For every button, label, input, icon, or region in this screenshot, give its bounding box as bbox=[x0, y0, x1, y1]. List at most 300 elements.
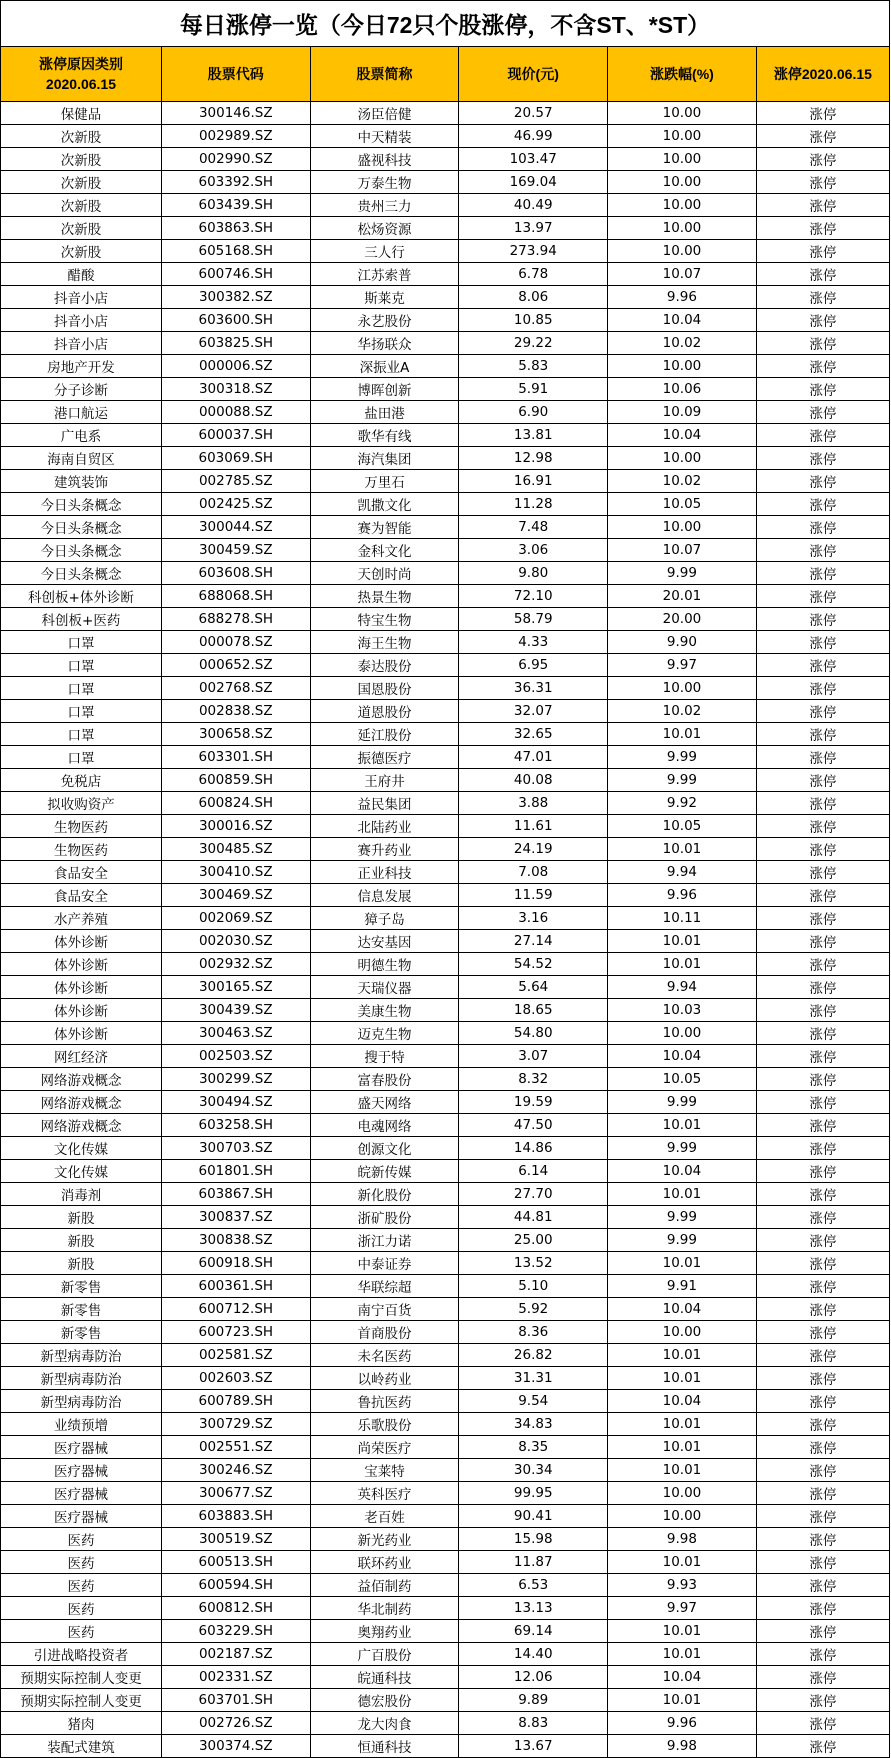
cell-stock-code: 000006.SZ bbox=[161, 355, 310, 378]
cell-change-percent: 10.04 bbox=[608, 1160, 757, 1183]
cell-change-percent: 9.96 bbox=[608, 1712, 757, 1735]
cell-reason-category: 广电系 bbox=[1, 424, 162, 447]
cell-price: 6.53 bbox=[459, 1574, 608, 1597]
cell-change-percent: 9.90 bbox=[608, 631, 757, 654]
table-row bbox=[1, 516, 890, 539]
cell-limit-up-status: 涨停 bbox=[756, 263, 889, 286]
cell-reason-category: 抖音小店 bbox=[1, 309, 162, 332]
cell-stock-code: 603867.SH bbox=[161, 1183, 310, 1206]
cell-limit-up-status: 涨停 bbox=[756, 1022, 889, 1045]
cell-reason-category: 抖音小店 bbox=[1, 332, 162, 355]
table-row bbox=[1, 631, 890, 654]
cell-change-percent: 10.04 bbox=[608, 424, 757, 447]
cell-stock-code: 600746.SH bbox=[161, 263, 310, 286]
cell-stock-name: 恒通科技 bbox=[310, 1735, 459, 1758]
table-row bbox=[1, 470, 890, 493]
cell-change-percent: 10.07 bbox=[608, 263, 757, 286]
cell-reason-category: 建筑装饰 bbox=[1, 470, 162, 493]
cell-change-percent: 10.01 bbox=[608, 1643, 757, 1666]
table-row bbox=[1, 194, 890, 217]
cell-change-percent: 9.99 bbox=[608, 1229, 757, 1252]
cell-price: 20.57 bbox=[459, 102, 608, 125]
cell-stock-name: 浙矿股份 bbox=[310, 1206, 459, 1229]
cell-stock-code: 600361.SH bbox=[161, 1275, 310, 1298]
table-row bbox=[1, 1298, 890, 1321]
cell-stock-code: 002187.SZ bbox=[161, 1643, 310, 1666]
cell-limit-up-status: 涨停 bbox=[756, 1091, 889, 1114]
cell-change-percent: 9.96 bbox=[608, 286, 757, 309]
cell-stock-code: 300318.SZ bbox=[161, 378, 310, 401]
cell-stock-name: 赛升药业 bbox=[310, 838, 459, 861]
cell-change-percent: 9.99 bbox=[608, 562, 757, 585]
table-row bbox=[1, 608, 890, 631]
table-row bbox=[1, 102, 890, 125]
table-row bbox=[1, 1344, 890, 1367]
cell-stock-name: 首商股份 bbox=[310, 1321, 459, 1344]
cell-stock-code: 605168.SH bbox=[161, 240, 310, 263]
cell-price: 58.79 bbox=[459, 608, 608, 631]
cell-reason-category: 猪肉 bbox=[1, 1712, 162, 1735]
table-row bbox=[1, 1574, 890, 1597]
cell-price: 30.34 bbox=[459, 1459, 608, 1482]
table-row bbox=[1, 838, 890, 861]
cell-stock-name: 汤臣倍健 bbox=[310, 102, 459, 125]
cell-reason-category: 新零售 bbox=[1, 1298, 162, 1321]
cell-price: 8.36 bbox=[459, 1321, 608, 1344]
table-row bbox=[1, 1482, 890, 1505]
header-row bbox=[1, 47, 890, 102]
cell-reason-category: 文化传媒 bbox=[1, 1160, 162, 1183]
cell-stock-code: 300374.SZ bbox=[161, 1735, 310, 1758]
cell-stock-code: 300165.SZ bbox=[161, 976, 310, 999]
cell-limit-up-status: 涨停 bbox=[756, 447, 889, 470]
cell-reason-category: 醋酸 bbox=[1, 263, 162, 286]
cell-reason-category: 体外诊断 bbox=[1, 999, 162, 1022]
cell-change-percent: 9.99 bbox=[608, 746, 757, 769]
cell-stock-name: 信息发展 bbox=[310, 884, 459, 907]
cell-stock-name: 以岭药业 bbox=[310, 1367, 459, 1390]
cell-stock-code: 603392.SH bbox=[161, 171, 310, 194]
cell-limit-up-status: 涨停 bbox=[756, 493, 889, 516]
cell-stock-name: 英科医疗 bbox=[310, 1482, 459, 1505]
cell-stock-code: 600037.SH bbox=[161, 424, 310, 447]
cell-reason-category: 食品安全 bbox=[1, 884, 162, 907]
cell-limit-up-status: 涨停 bbox=[756, 1459, 889, 1482]
table-row bbox=[1, 1275, 890, 1298]
cell-reason-category: 抖音小店 bbox=[1, 286, 162, 309]
cell-price: 8.06 bbox=[459, 286, 608, 309]
cell-price: 13.13 bbox=[459, 1597, 608, 1620]
cell-change-percent: 10.05 bbox=[608, 815, 757, 838]
cell-limit-up-status: 涨停 bbox=[756, 1482, 889, 1505]
cell-reason-category: 装配式建筑 bbox=[1, 1735, 162, 1758]
cell-stock-code: 000078.SZ bbox=[161, 631, 310, 654]
cell-limit-up-status: 涨停 bbox=[756, 999, 889, 1022]
cell-limit-up-status: 涨停 bbox=[756, 1114, 889, 1137]
table-row bbox=[1, 976, 890, 999]
cell-limit-up-status: 涨停 bbox=[756, 102, 889, 125]
cell-price: 24.19 bbox=[459, 838, 608, 861]
cell-stock-name: 延江股份 bbox=[310, 723, 459, 746]
column-header-text: 涨停原因类别 bbox=[38, 56, 123, 72]
cell-change-percent: 9.91 bbox=[608, 1275, 757, 1298]
cell-limit-up-status: 涨停 bbox=[756, 1183, 889, 1206]
cell-price: 32.07 bbox=[459, 700, 608, 723]
table-row bbox=[1, 1367, 890, 1390]
cell-limit-up-status: 涨停 bbox=[756, 1252, 889, 1275]
cell-stock-code: 600594.SH bbox=[161, 1574, 310, 1597]
cell-stock-name: 天瑞仪器 bbox=[310, 976, 459, 999]
cell-limit-up-status: 涨停 bbox=[756, 1275, 889, 1298]
cell-price: 6.14 bbox=[459, 1160, 608, 1183]
cell-price: 6.95 bbox=[459, 654, 608, 677]
cell-stock-code: 603069.SH bbox=[161, 447, 310, 470]
cell-limit-up-status: 涨停 bbox=[756, 1206, 889, 1229]
table-row bbox=[1, 1091, 890, 1114]
table-row bbox=[1, 585, 890, 608]
table-header bbox=[1, 47, 890, 102]
cell-price: 9.80 bbox=[459, 562, 608, 585]
cell-limit-up-status: 涨停 bbox=[756, 1068, 889, 1091]
cell-stock-code: 300146.SZ bbox=[161, 102, 310, 125]
cell-stock-name: 永艺股份 bbox=[310, 309, 459, 332]
cell-reason-category: 分子诊断 bbox=[1, 378, 162, 401]
cell-stock-code: 002932.SZ bbox=[161, 953, 310, 976]
cell-change-percent: 10.01 bbox=[608, 1436, 757, 1459]
cell-stock-code: 002785.SZ bbox=[161, 470, 310, 493]
cell-stock-code: 002726.SZ bbox=[161, 1712, 310, 1735]
cell-stock-name: 盐田港 bbox=[310, 401, 459, 424]
cell-stock-code: 600723.SH bbox=[161, 1321, 310, 1344]
cell-change-percent: 10.02 bbox=[608, 470, 757, 493]
sheet-title: 每日涨停一览（今日72只个股涨停，不含ST、*ST） bbox=[0, 0, 890, 46]
cell-stock-name: 益佰制药 bbox=[310, 1574, 459, 1597]
cell-change-percent: 9.92 bbox=[608, 792, 757, 815]
column-header-text: 现价(元) bbox=[507, 66, 559, 82]
cell-price: 13.67 bbox=[459, 1735, 608, 1758]
cell-limit-up-status: 涨停 bbox=[756, 1735, 889, 1758]
cell-change-percent: 10.00 bbox=[608, 516, 757, 539]
cell-price: 7.48 bbox=[459, 516, 608, 539]
cell-limit-up-status: 涨停 bbox=[756, 631, 889, 654]
cell-price: 27.14 bbox=[459, 930, 608, 953]
cell-reason-category: 医药 bbox=[1, 1597, 162, 1620]
cell-stock-code: 002551.SZ bbox=[161, 1436, 310, 1459]
cell-change-percent: 10.00 bbox=[608, 447, 757, 470]
cell-price: 3.16 bbox=[459, 907, 608, 930]
cell-limit-up-status: 涨停 bbox=[756, 286, 889, 309]
cell-price: 32.65 bbox=[459, 723, 608, 746]
cell-price: 18.65 bbox=[459, 999, 608, 1022]
cell-limit-up-status: 涨停 bbox=[756, 700, 889, 723]
cell-stock-name: 华联综超 bbox=[310, 1275, 459, 1298]
cell-limit-up-status: 涨停 bbox=[756, 1344, 889, 1367]
cell-limit-up-status: 涨停 bbox=[756, 1321, 889, 1344]
cell-reason-category: 体外诊断 bbox=[1, 976, 162, 999]
cell-limit-up-status: 涨停 bbox=[756, 562, 889, 585]
cell-stock-code: 603258.SH bbox=[161, 1114, 310, 1137]
cell-stock-code: 300246.SZ bbox=[161, 1459, 310, 1482]
cell-limit-up-status: 涨停 bbox=[756, 861, 889, 884]
cell-stock-name: 盛视科技 bbox=[310, 148, 459, 171]
table-row bbox=[1, 1643, 890, 1666]
cell-stock-name: 龙大肉食 bbox=[310, 1712, 459, 1735]
cell-price: 11.28 bbox=[459, 493, 608, 516]
table-row bbox=[1, 1666, 890, 1689]
table-row bbox=[1, 401, 890, 424]
cell-price: 103.47 bbox=[459, 148, 608, 171]
cell-limit-up-status: 涨停 bbox=[756, 1551, 889, 1574]
cell-stock-name: 电魂网络 bbox=[310, 1114, 459, 1137]
cell-change-percent: 9.98 bbox=[608, 1528, 757, 1551]
cell-change-percent: 10.03 bbox=[608, 999, 757, 1022]
cell-price: 47.01 bbox=[459, 746, 608, 769]
cell-change-percent: 10.02 bbox=[608, 332, 757, 355]
cell-change-percent: 10.04 bbox=[608, 1298, 757, 1321]
cell-price: 99.95 bbox=[459, 1482, 608, 1505]
cell-stock-code: 600789.SH bbox=[161, 1390, 310, 1413]
cell-limit-up-status: 涨停 bbox=[756, 884, 889, 907]
table-row bbox=[1, 999, 890, 1022]
table-row bbox=[1, 930, 890, 953]
cell-price: 3.07 bbox=[459, 1045, 608, 1068]
cell-stock-code: 002331.SZ bbox=[161, 1666, 310, 1689]
cell-reason-category: 新型病毒防治 bbox=[1, 1390, 162, 1413]
cell-reason-category: 拟收购资产 bbox=[1, 792, 162, 815]
cell-stock-name: 广百股份 bbox=[310, 1643, 459, 1666]
cell-price: 3.06 bbox=[459, 539, 608, 562]
cell-reason-category: 引进战略投资者 bbox=[1, 1643, 162, 1666]
cell-price: 3.88 bbox=[459, 792, 608, 815]
cell-stock-code: 601801.SH bbox=[161, 1160, 310, 1183]
cell-change-percent: 10.09 bbox=[608, 401, 757, 424]
cell-limit-up-status: 涨停 bbox=[756, 1505, 889, 1528]
cell-change-percent: 9.99 bbox=[608, 1091, 757, 1114]
cell-change-percent: 20.01 bbox=[608, 585, 757, 608]
cell-stock-code: 002030.SZ bbox=[161, 930, 310, 953]
cell-stock-code: 300494.SZ bbox=[161, 1091, 310, 1114]
cell-price: 169.04 bbox=[459, 171, 608, 194]
cell-reason-category: 新零售 bbox=[1, 1275, 162, 1298]
cell-stock-code: 603301.SH bbox=[161, 746, 310, 769]
table-row bbox=[1, 309, 890, 332]
cell-stock-code: 300519.SZ bbox=[161, 1528, 310, 1551]
cell-change-percent: 9.99 bbox=[608, 1137, 757, 1160]
cell-limit-up-status: 涨停 bbox=[756, 1298, 889, 1321]
cell-change-percent: 10.02 bbox=[608, 700, 757, 723]
cell-stock-code: 002768.SZ bbox=[161, 677, 310, 700]
cell-limit-up-status: 涨停 bbox=[756, 424, 889, 447]
cell-reason-category: 预期实际控制人变更 bbox=[1, 1666, 162, 1689]
cell-stock-code: 603608.SH bbox=[161, 562, 310, 585]
cell-change-percent: 9.94 bbox=[608, 861, 757, 884]
cell-reason-category: 业绩预增 bbox=[1, 1413, 162, 1436]
cell-price: 13.81 bbox=[459, 424, 608, 447]
cell-price: 36.31 bbox=[459, 677, 608, 700]
cell-stock-code: 002838.SZ bbox=[161, 700, 310, 723]
cell-limit-up-status: 涨停 bbox=[756, 355, 889, 378]
cell-price: 40.49 bbox=[459, 194, 608, 217]
cell-stock-code: 603883.SH bbox=[161, 1505, 310, 1528]
cell-stock-code: 300410.SZ bbox=[161, 861, 310, 884]
table-row bbox=[1, 148, 890, 171]
cell-change-percent: 10.04 bbox=[608, 309, 757, 332]
cell-reason-category: 今日头条概念 bbox=[1, 562, 162, 585]
cell-change-percent: 10.00 bbox=[608, 1321, 757, 1344]
cell-stock-name: 斯莱克 bbox=[310, 286, 459, 309]
cell-limit-up-status: 涨停 bbox=[756, 1045, 889, 1068]
cell-stock-code: 300729.SZ bbox=[161, 1413, 310, 1436]
cell-stock-name: 泰达股份 bbox=[310, 654, 459, 677]
cell-reason-category: 新股 bbox=[1, 1206, 162, 1229]
cell-stock-code: 300044.SZ bbox=[161, 516, 310, 539]
cell-change-percent: 10.04 bbox=[608, 1390, 757, 1413]
cell-reason-category: 医疗器械 bbox=[1, 1459, 162, 1482]
cell-stock-code: 300016.SZ bbox=[161, 815, 310, 838]
cell-limit-up-status: 涨停 bbox=[756, 1436, 889, 1459]
column-header-reason-category bbox=[1, 47, 162, 102]
cell-reason-category: 网红经济 bbox=[1, 1045, 162, 1068]
cell-reason-category: 医药 bbox=[1, 1551, 162, 1574]
cell-stock-code: 603701.SH bbox=[161, 1689, 310, 1712]
cell-price: 27.70 bbox=[459, 1183, 608, 1206]
cell-limit-up-status: 涨停 bbox=[756, 1229, 889, 1252]
cell-stock-code: 603229.SH bbox=[161, 1620, 310, 1643]
cell-change-percent: 10.00 bbox=[608, 148, 757, 171]
cell-limit-up-status: 涨停 bbox=[756, 1367, 889, 1390]
cell-price: 14.40 bbox=[459, 1643, 608, 1666]
cell-price: 29.22 bbox=[459, 332, 608, 355]
table-row bbox=[1, 1390, 890, 1413]
cell-price: 26.82 bbox=[459, 1344, 608, 1367]
cell-reason-category: 预期实际控制人变更 bbox=[1, 1689, 162, 1712]
cell-reason-category: 消毒剂 bbox=[1, 1183, 162, 1206]
cell-stock-name: 金科文化 bbox=[310, 539, 459, 562]
table-row bbox=[1, 1160, 890, 1183]
cell-stock-code: 000088.SZ bbox=[161, 401, 310, 424]
column-header-limit-up-status bbox=[756, 47, 889, 102]
cell-limit-up-status: 涨停 bbox=[756, 930, 889, 953]
cell-change-percent: 10.01 bbox=[608, 930, 757, 953]
cell-change-percent: 10.00 bbox=[608, 125, 757, 148]
cell-stock-name: 美康生物 bbox=[310, 999, 459, 1022]
cell-stock-code: 300677.SZ bbox=[161, 1482, 310, 1505]
cell-reason-category: 医药 bbox=[1, 1620, 162, 1643]
cell-price: 69.14 bbox=[459, 1620, 608, 1643]
cell-price: 5.83 bbox=[459, 355, 608, 378]
table-row bbox=[1, 723, 890, 746]
table-row bbox=[1, 493, 890, 516]
cell-stock-name: 未名医药 bbox=[310, 1344, 459, 1367]
cell-reason-category: 今日头条概念 bbox=[1, 539, 162, 562]
cell-stock-code: 300382.SZ bbox=[161, 286, 310, 309]
cell-price: 10.85 bbox=[459, 309, 608, 332]
cell-reason-category: 今日头条概念 bbox=[1, 516, 162, 539]
cell-limit-up-status: 涨停 bbox=[756, 585, 889, 608]
table-row bbox=[1, 1528, 890, 1551]
table-row bbox=[1, 700, 890, 723]
cell-reason-category: 新型病毒防治 bbox=[1, 1344, 162, 1367]
cell-reason-category: 文化传媒 bbox=[1, 1137, 162, 1160]
cell-reason-category: 口罩 bbox=[1, 700, 162, 723]
cell-price: 9.89 bbox=[459, 1689, 608, 1712]
cell-change-percent: 10.00 bbox=[608, 1505, 757, 1528]
cell-stock-name: 振德医疗 bbox=[310, 746, 459, 769]
cell-stock-code: 300469.SZ bbox=[161, 884, 310, 907]
cell-stock-name: 鲁抗医药 bbox=[310, 1390, 459, 1413]
cell-stock-code: 600859.SH bbox=[161, 769, 310, 792]
cell-stock-name: 南宁百货 bbox=[310, 1298, 459, 1321]
cell-change-percent: 10.01 bbox=[608, 1413, 757, 1436]
table-row bbox=[1, 1505, 890, 1528]
cell-limit-up-status: 涨停 bbox=[756, 953, 889, 976]
cell-stock-code: 002603.SZ bbox=[161, 1367, 310, 1390]
table-row bbox=[1, 1022, 890, 1045]
cell-price: 13.97 bbox=[459, 217, 608, 240]
cell-stock-code: 300837.SZ bbox=[161, 1206, 310, 1229]
cell-limit-up-status: 涨停 bbox=[756, 907, 889, 930]
cell-stock-name: 中天精装 bbox=[310, 125, 459, 148]
cell-stock-name: 明德生物 bbox=[310, 953, 459, 976]
cell-stock-name: 道恩股份 bbox=[310, 700, 459, 723]
cell-stock-code: 002425.SZ bbox=[161, 493, 310, 516]
cell-change-percent: 10.01 bbox=[608, 1459, 757, 1482]
table-row bbox=[1, 539, 890, 562]
table-row bbox=[1, 1068, 890, 1091]
cell-stock-name: 华北制药 bbox=[310, 1597, 459, 1620]
cell-stock-code: 300703.SZ bbox=[161, 1137, 310, 1160]
cell-change-percent: 10.00 bbox=[608, 171, 757, 194]
column-header-text: 涨跌幅(%) bbox=[650, 66, 714, 82]
cell-limit-up-status: 涨停 bbox=[756, 1528, 889, 1551]
table-row bbox=[1, 1045, 890, 1068]
cell-stock-name: 海汽集团 bbox=[310, 447, 459, 470]
cell-change-percent: 10.01 bbox=[608, 1689, 757, 1712]
cell-limit-up-status: 涨停 bbox=[756, 1390, 889, 1413]
cell-stock-name: 达安基因 bbox=[310, 930, 459, 953]
cell-price: 8.83 bbox=[459, 1712, 608, 1735]
table-row bbox=[1, 953, 890, 976]
cell-change-percent: 10.05 bbox=[608, 493, 757, 516]
cell-limit-up-status: 涨停 bbox=[756, 677, 889, 700]
cell-reason-category: 食品安全 bbox=[1, 861, 162, 884]
cell-limit-up-status: 涨停 bbox=[756, 608, 889, 631]
cell-price: 14.86 bbox=[459, 1137, 608, 1160]
cell-stock-name: 中泰证券 bbox=[310, 1252, 459, 1275]
cell-price: 25.00 bbox=[459, 1229, 608, 1252]
cell-stock-name: 搜于特 bbox=[310, 1045, 459, 1068]
cell-reason-category: 医药 bbox=[1, 1528, 162, 1551]
cell-limit-up-status: 涨停 bbox=[756, 769, 889, 792]
limit-up-table bbox=[0, 46, 890, 1758]
table-row bbox=[1, 125, 890, 148]
cell-stock-name: 新光药业 bbox=[310, 1528, 459, 1551]
cell-change-percent: 10.00 bbox=[608, 102, 757, 125]
cell-reason-category: 新型病毒防治 bbox=[1, 1367, 162, 1390]
cell-limit-up-status: 涨停 bbox=[756, 378, 889, 401]
cell-stock-name: 特宝生物 bbox=[310, 608, 459, 631]
table-row bbox=[1, 332, 890, 355]
cell-limit-up-status: 涨停 bbox=[756, 1137, 889, 1160]
cell-stock-name: 江苏索普 bbox=[310, 263, 459, 286]
cell-reason-category: 次新股 bbox=[1, 194, 162, 217]
cell-price: 8.32 bbox=[459, 1068, 608, 1091]
cell-change-percent: 10.00 bbox=[608, 240, 757, 263]
table-row bbox=[1, 1229, 890, 1252]
cell-change-percent: 10.00 bbox=[608, 1022, 757, 1045]
cell-stock-name: 正业科技 bbox=[310, 861, 459, 884]
cell-limit-up-status: 涨停 bbox=[756, 1643, 889, 1666]
